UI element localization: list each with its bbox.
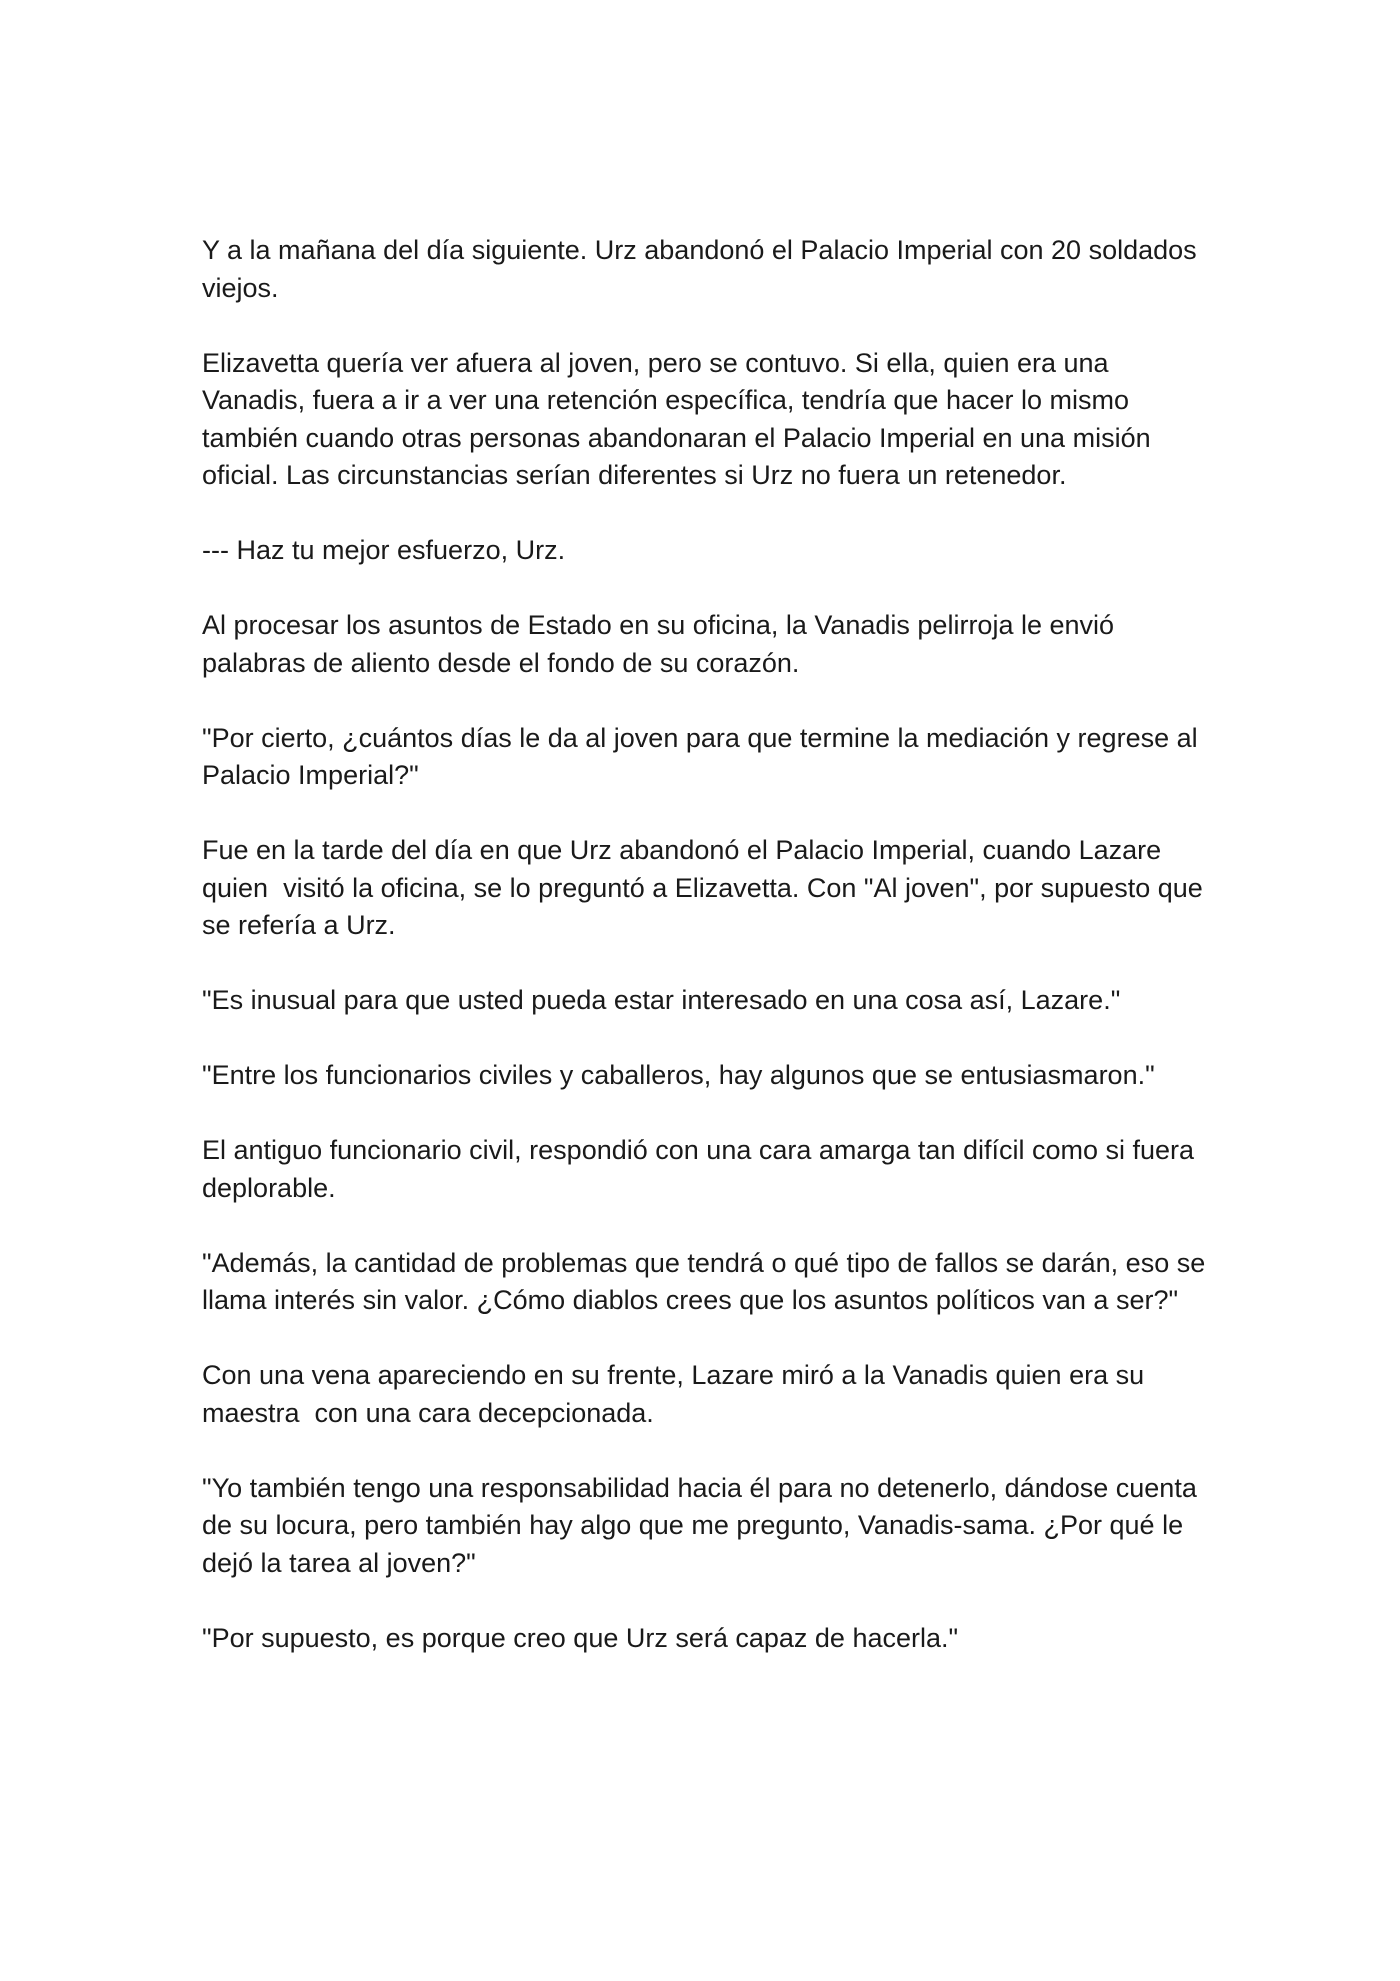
document-body [202, 232, 1212, 1657]
paragraph: El antiguo funcionario civil, respondió con una cara amarga tan difícil como si fuera deplorable. [202, 1135, 1210, 1203]
paragraph: "Es inusual para que usted pueda estar interesado en una cosa así, Lazare." [202, 985, 1121, 1015]
paragraph: "Además, la cantidad de problemas que tendrá o qué tipo de fallos se darán, eso se llama interés sin valor. ¿Cómo diablos crees que los asuntos políticos van a ser?" [202, 1247, 1213, 1315]
paragraph: --- Haz tu mejor esfuerzo, Urz. [202, 535, 566, 565]
paragraph: "Por supuesto, es porque creo que Urz será capaz de hacerla." [202, 1622, 959, 1653]
paragraph: Al procesar los asuntos de Estado en su oficina, la Vanadis pelirroja le envió palabras de aliento desde el fondo de su corazón. [202, 610, 1122, 678]
paragraph: Con una vena apareciendo en su frente, Lazare miró a la Vanadis quien era su maestra con una cara decepcionada. [202, 1360, 1152, 1428]
paragraph: Elizavetta quería ver afuera al joven, pero se contuvo. Si ella, quien era una Vanadis, fuera a ir a ver una retención específica, tendría que hacer lo mismo también cuando otras personas abandonaran el Palacio Imperial en una misión oficial. Las circunstancias serían diferentes si Urz no fuera un retenedor. [202, 347, 1159, 490]
paragraph: "Por cierto, ¿cuántos días le da al joven para que termine la mediación y regrese al Palacio Imperial?" [202, 722, 1206, 790]
paragraph: "Yo también tengo una responsabilidad hacia él para no detenerlo, dándose cuenta de su locura, pero también hay algo que me pregunto, Vanadis-sama. ¿Por qué le dejó la tarea al joven?" [202, 1472, 1205, 1578]
paragraph: Y a la mañana del día siguiente. Urz abandonó el Palacio Imperial con 20 soldados viejos. [202, 235, 1205, 303]
paragraph: "Entre los funcionarios civiles y caballeros, hay algunos que se entusiasmaron." [202, 1060, 1155, 1090]
paragraph: Fue en la tarde del día en que Urz abandonó el Palacio Imperial, cuando Lazare quien visitó la oficina, se lo preguntó a Elizavetta. Con "Al joven", por supuesto que se refería a Urz. [202, 835, 1211, 940]
